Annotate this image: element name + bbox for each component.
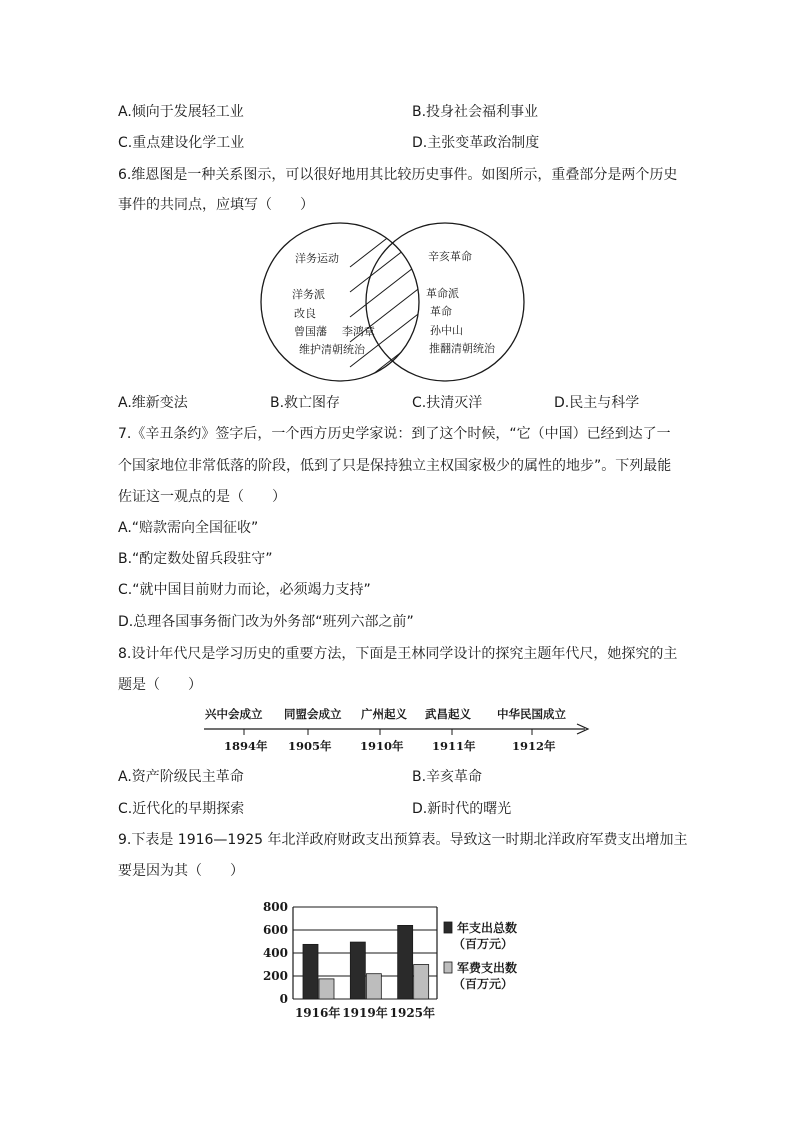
timeline-event-label: 兴中会成立 (205, 707, 263, 721)
q6-option-c: C.扶清灭洋 (412, 395, 483, 411)
venn-right-item: 革命派 (426, 287, 459, 300)
venn-right-title: 辛亥革命 (428, 250, 472, 263)
q5-option-a: A.倾向于发展轻工业 (118, 104, 244, 120)
chart-bar (414, 965, 429, 1000)
chart-legend-label: 军费支出数 (457, 961, 518, 975)
q8-option-d: D.新时代的曙光 (412, 801, 512, 817)
chart-legend-swatch (444, 962, 452, 973)
chart-x-tick-label: 1916年 (294, 1006, 341, 1020)
venn-diagram (250, 222, 530, 387)
timeline-year: 1894年 (224, 739, 268, 753)
timeline-event-label: 中华民国成立 (497, 707, 566, 721)
q8-stem-line1: 8.设计年代尺是学习历史的重要方法，下面是王林同学设计的探究主题年代尺，她探究的主 (118, 646, 678, 662)
q8-option-c: C.近代化的早期探索 (118, 801, 245, 817)
timeline-event-label: 武昌起义 (425, 707, 471, 721)
chart-y-tick-label: 0 (279, 992, 288, 1006)
q9-stem-line1: 9.下表是 1916—1925 年北洋政府财政支出预算表。导致这一时期北洋政府军费支出增加主 (118, 832, 688, 848)
timeline-year: 1905年 (288, 739, 332, 753)
venn-left-item: 曾国藩 (294, 325, 327, 338)
venn-left-item: 洋务派 (292, 288, 325, 301)
chart-x-tick-label: 1925年 (389, 1006, 436, 1020)
chart-bar (303, 944, 318, 999)
q7-option-d: D.总理各国事务衙门改为外务部“班列六部之前” (118, 614, 414, 630)
chart-bar (366, 974, 381, 999)
chart-legend-unit: （百万元） (453, 977, 514, 991)
timeline-year: 1912年 (512, 739, 556, 753)
q7-option-b: B.“酌定数处留兵段驻守” (118, 551, 273, 567)
q8-stem-line2: 题是（ ） (118, 677, 202, 693)
q8-option-b: B.辛亥革命 (412, 769, 483, 785)
timeline (200, 700, 600, 760)
q7-stem-line1: 7.《辛丑条约》签字后，一个西方历史学家说：到了这个时候，“它（中国）已经到达了一 (118, 426, 671, 442)
q7-option-c: C.“就中国目前财力而论，必须竭力支持” (118, 582, 371, 598)
q6-option-d: D.民主与科学 (554, 395, 640, 411)
q9-stem-line2: 要是因为其（ ） (118, 863, 244, 879)
timeline-year: 1910年 (360, 739, 404, 753)
venn-left-item: 李鸿章 (342, 325, 375, 338)
q6-option-b: B.救亡图存 (270, 395, 341, 411)
chart-bar (398, 925, 413, 999)
q6-option-a: A.维新变法 (118, 395, 188, 411)
venn-right-item: 革命 (430, 305, 452, 318)
venn-left-title: 洋务运动 (295, 252, 339, 265)
venn-left-item: 维护清朝统治 (299, 343, 365, 356)
chart-y-tick-label: 800 (262, 900, 288, 914)
chart-y-tick-label: 600 (262, 923, 288, 937)
q8-option-a: A.资产阶级民主革命 (118, 769, 244, 785)
q7-option-a: A.“赔款需向全国征收” (118, 520, 259, 536)
q5-option-d: D.主张变革政治制度 (412, 135, 540, 151)
q5-option-b: B.投身社会福利事业 (412, 104, 539, 120)
timeline-event-label: 同盟会成立 (284, 707, 342, 721)
venn-right-item: 孙中山 (430, 324, 463, 337)
q5-option-c: C.重点建设化学工业 (118, 135, 245, 151)
chart-bar (350, 942, 365, 999)
chart-y-tick-label: 200 (262, 969, 288, 983)
q6-stem-line2: 事件的共同点，应填写（ ） (118, 197, 314, 213)
chart-legend-label: 年支出总数 (457, 921, 518, 935)
chart-y-tick-label: 400 (262, 946, 288, 960)
chart-bar (319, 979, 334, 999)
venn-right-item: 推翻清朝统治 (429, 342, 495, 355)
budget-bar-chart (255, 895, 545, 1025)
venn-left-item: 改良 (294, 307, 316, 320)
timeline-event-label: 广州起义 (361, 707, 407, 721)
chart-x-tick-label: 1919年 (342, 1006, 388, 1020)
chart-legend-unit: （百万元） (453, 937, 514, 951)
chart-legend-swatch (444, 922, 452, 933)
timeline-year: 1911年 (432, 739, 476, 753)
q7-stem-line2: 个国家地位非常低落的阶段，低到了只是保持独立主权国家极少的属性的地步”。下列最能 (118, 458, 672, 474)
q6-stem-line1: 6.维恩图是一种关系图示，可以很好地用其比较历史事件。如图所示，重叠部分是两个历史 (118, 167, 678, 183)
q7-stem-line3: 佐证这一观点的是（ ） (118, 489, 286, 505)
